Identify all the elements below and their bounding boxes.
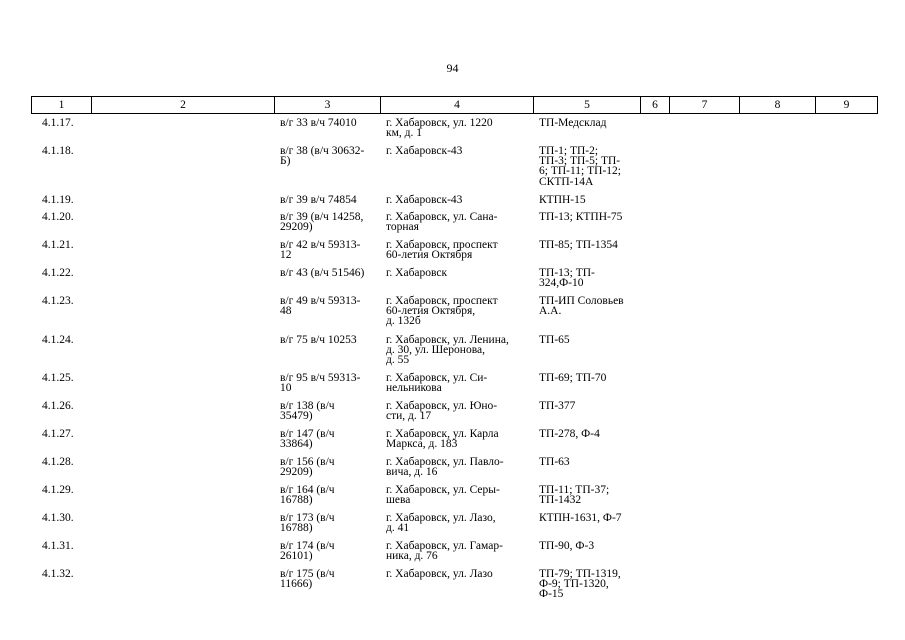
substation: КТПН-15	[539, 194, 586, 206]
column-header-9: 9	[816, 97, 878, 114]
substation: ТП-278, Ф-4	[539, 428, 600, 440]
column-header-6: 6	[641, 97, 670, 114]
address: г. Хабаровск, ул. Гамар- ника, д. 76	[386, 540, 503, 563]
address: г. Хабаровск, ул. Карла Маркса, д. 183	[386, 428, 499, 451]
substation: ТП-ИП Соловьев А.А.	[539, 295, 624, 318]
column-header-1: 1	[32, 97, 92, 114]
military-unit: в/г 39 (в/ч 14258, 29209)	[280, 211, 364, 234]
row-number: 4.1.24.	[42, 334, 74, 346]
substation: ТП-85; ТП-1354	[539, 239, 618, 251]
address: г. Хабаровск, ул. Лазо	[386, 568, 493, 580]
military-unit: в/г 42 в/ч 59313- 12	[280, 239, 361, 262]
table-row	[31, 146, 877, 195]
substation: ТП-Медсклад	[539, 117, 607, 129]
substation: ТП-1; ТП-2; ТП-3; ТП-5; ТП- 6; ТП-11; ТП-12; СКТП-14А	[539, 145, 621, 188]
row-number: 4.1.17.	[42, 117, 74, 129]
column-header-3: 3	[275, 97, 381, 114]
table-row	[31, 429, 877, 457]
address: г. Хабаровск, ул. Ленина, д. 30, ул. Шеронова, д. 55	[386, 334, 509, 367]
table-row	[31, 118, 877, 146]
military-unit: в/г 49 в/ч 59313- 48	[280, 295, 361, 318]
column-header-8: 8	[740, 97, 816, 114]
row-number: 4.1.18.	[42, 145, 74, 157]
address: г. Хабаровск, ул. Лазо, д. 41	[386, 512, 496, 535]
table-row	[31, 513, 877, 541]
address: г. Хабаровск, ул. Павло- вича, д. 16	[386, 456, 504, 479]
row-number: 4.1.26.	[42, 400, 74, 412]
table-row	[31, 485, 877, 513]
military-unit: в/г 173 (в/ч 16788)	[280, 512, 335, 535]
substation: ТП-63	[539, 456, 570, 468]
address: г. Хабаровск, ул. Си- нельникова	[386, 372, 488, 395]
substation: ТП-79; ТП-1319, Ф-9; ТП-1320, Ф-15	[539, 568, 621, 601]
address: г. Хабаровск, проспект 60-летия Октября, д. 132б	[386, 295, 498, 328]
substation: ТП-90, Ф-3	[539, 540, 595, 552]
military-unit: в/г 175 (в/ч 11666)	[280, 568, 335, 591]
page-number: 94	[446, 61, 459, 75]
military-unit: в/г 95 в/ч 59313- 10	[280, 372, 361, 395]
row-number: 4.1.25.	[42, 372, 74, 384]
address: г. Хабаровск-43	[386, 194, 463, 206]
military-unit: в/г 156 (в/ч 29209)	[280, 456, 335, 479]
table-row	[31, 268, 877, 296]
military-unit: в/г 39 в/ч 74854	[280, 194, 357, 206]
table-row	[31, 401, 877, 429]
row-number: 4.1.31.	[42, 540, 74, 552]
table-body	[31, 118, 877, 609]
table-row	[31, 335, 877, 373]
table-row	[31, 195, 877, 212]
military-unit: в/г 174 (в/ч 26101)	[280, 540, 335, 563]
row-number: 4.1.19.	[42, 194, 74, 206]
row-number: 4.1.23.	[42, 295, 74, 307]
row-number: 4.1.30.	[42, 512, 74, 524]
substation: ТП-13; ТП- 324,Ф-10	[539, 267, 595, 290]
table-row	[31, 212, 877, 240]
row-number: 4.1.28.	[42, 456, 74, 468]
table-row	[31, 457, 877, 485]
military-unit: в/г 43 (в/ч 51546)	[280, 267, 365, 279]
military-unit: в/г 75 в/ч 10253	[280, 334, 357, 346]
column-header-5: 5	[534, 97, 641, 114]
address: г. Хабаровск, ул. Сана- торная	[386, 211, 498, 234]
substation: ТП-65	[539, 334, 570, 346]
table-row	[31, 240, 877, 268]
address: г. Хабаровск-43	[386, 145, 463, 157]
column-header-4: 4	[381, 97, 534, 114]
military-unit: в/г 147 (в/ч 33864)	[280, 428, 335, 451]
military-unit: в/г 138 (в/ч 35479)	[280, 400, 335, 423]
table-row	[31, 569, 877, 609]
military-unit: в/г 38 (в/ч 30632- Б)	[280, 145, 365, 168]
row-number: 4.1.21.	[42, 239, 74, 251]
column-header-7: 7	[670, 97, 740, 114]
address: г. Хабаровск, ул. Юно- сти, д. 17	[386, 400, 498, 423]
substation: ТП-69; ТП-70	[539, 372, 607, 384]
row-number: 4.1.29.	[42, 484, 74, 496]
substation: ТП-13; КТПН-75	[539, 211, 623, 223]
column-header-2: 2	[92, 97, 275, 114]
table-header	[31, 96, 878, 114]
address: г. Хабаровск, ул. Серы- шева	[386, 484, 500, 507]
substation: КТПН-1631, Ф-7	[539, 512, 622, 524]
row-number: 4.1.27.	[42, 428, 74, 440]
row-number: 4.1.22.	[42, 267, 74, 279]
military-unit: в/г 164 (в/ч 16788)	[280, 484, 335, 507]
row-number: 4.1.32.	[42, 568, 74, 580]
table-row	[31, 296, 877, 335]
address: г. Хабаровск, ул. 1220 км, д. 1	[386, 117, 493, 140]
substation: ТП-377	[539, 400, 576, 412]
address: г. Хабаровск	[386, 267, 448, 279]
row-number: 4.1.20.	[42, 211, 74, 223]
address: г. Хабаровск, проспект 60-летия Октября	[386, 239, 498, 262]
military-unit: в/г 33 в/ч 74010	[280, 117, 357, 129]
table-row	[31, 541, 877, 569]
table-row	[31, 373, 877, 401]
substation: ТП-11; ТП-37; ТП-1432	[539, 484, 610, 507]
